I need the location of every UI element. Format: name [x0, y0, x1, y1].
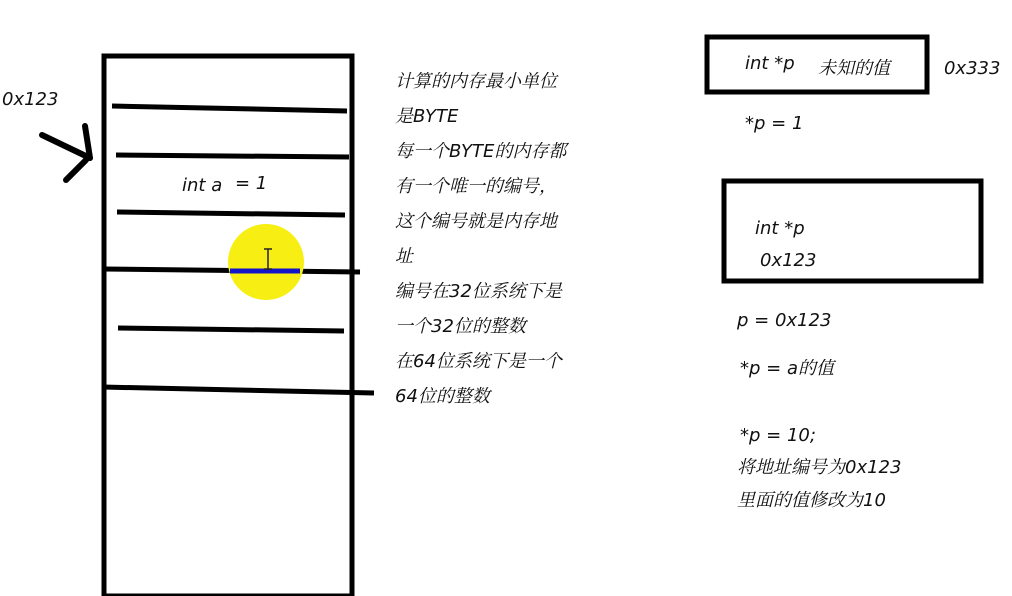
- memory-address-label: 0x123: [2, 89, 59, 110]
- note-line: 这个编号就是内存地: [395, 211, 557, 232]
- pointer-2-value: 0x123: [760, 250, 817, 271]
- explanation-line: 将地址编号为0x123: [737, 457, 902, 478]
- memory-row-divider: [116, 155, 349, 157]
- pointer-1-name: int *p: [745, 53, 795, 74]
- note-line: 是BYTE: [395, 106, 459, 127]
- pointer-1-deref-assignment: *p = 1: [745, 113, 804, 134]
- memory-row-divider: [112, 106, 347, 111]
- memory-cell-value: = 1: [235, 173, 268, 194]
- pointer-box-1: [707, 37, 927, 92]
- explanation-line: 里面的值修改为10: [737, 490, 886, 511]
- memory-cell-label: int a: [182, 175, 223, 196]
- note-line: 编号在32位系统下是: [395, 281, 562, 302]
- pointer-2-name: int *p: [755, 218, 805, 239]
- note-line: 计算的内存最小单位: [395, 71, 557, 92]
- pointer-1-address: 0x333: [944, 58, 1001, 79]
- explanation-notes: [737, 458, 901, 524]
- statement-deref-is-a: *p = a的值: [740, 358, 834, 379]
- memory-row-divider: [102, 387, 374, 393]
- pointer-1-value: 未知的值: [818, 58, 890, 79]
- memory-row-divider: [118, 328, 344, 331]
- note-line: 一个32位的整数: [395, 316, 526, 337]
- note-line: 在64位系统下是一个: [395, 351, 562, 372]
- note-line: 每一个BYTE的内存都: [395, 141, 567, 162]
- address-arrow-icon: [42, 126, 90, 180]
- memory-row-divider: [117, 212, 345, 215]
- note-line: 有一个唯一的编号，: [395, 176, 557, 197]
- statement-assign-p: p = 0x123: [737, 310, 832, 331]
- memory-notes: [395, 72, 566, 422]
- note-line: 址: [395, 246, 413, 267]
- statement-deref-set-10: *p = 10;: [740, 425, 816, 446]
- note-line: 64位的整数: [395, 386, 490, 407]
- cursor-highlight: [228, 224, 304, 300]
